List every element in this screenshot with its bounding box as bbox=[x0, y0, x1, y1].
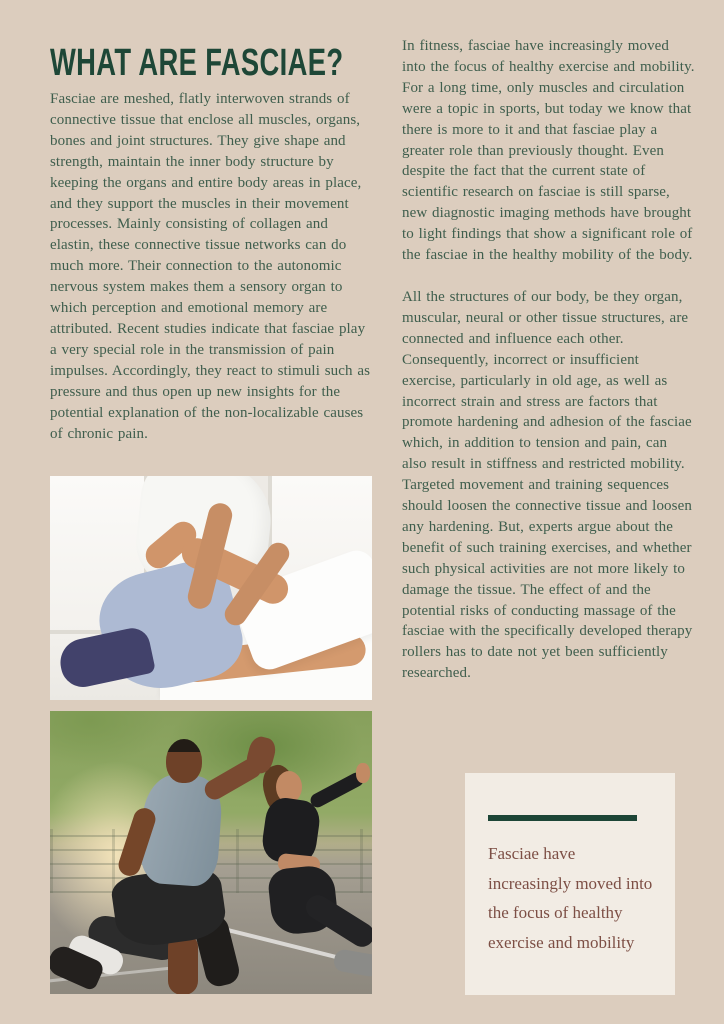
massage-photo bbox=[50, 476, 372, 700]
woman-hand bbox=[356, 763, 370, 783]
woman-shoe bbox=[332, 948, 372, 978]
structures-paragraph: All the structures of our body, be they organ, muscular, neural or other tissue structures, are connected and influence each other. Consequently, incorrect or insufficient exercise, particularly in old age, as well as incorrect strain and stress are factors that promote hardening and adhesion of the fasciae which, in addition to tension and pain, can also result in stiffness and restricted mobility. Targeted movement and training sequences should loosen the connective tissue and loosen any hardening. But, experts argue about the benefit of such training exercises, and whether such physical activities are not more likely to damage the tissue. The effect of and the potential risks of conducting massage of the fasciae with the specifically developed therapy rollers has to date not yet been sufficiently researched. bbox=[402, 288, 693, 682]
man-head bbox=[166, 739, 202, 783]
quote-box bbox=[465, 773, 675, 995]
fitness-paragraph: In fitness, fasciae have increasingly moved into the focus of healthy exercise and mobility. For a long time, only muscles and circulation were a topic in sports, but today we know that there is more to it and that fasciae play a greater role than previously thought. Even despite the fact that the current state of scientific research on fasciae is still sparse, new diagnostic imaging methods have brought to light findings that show a significant role of the fasciae in the healthy mobility of the body. bbox=[402, 38, 695, 264]
workout-photo bbox=[50, 711, 372, 994]
intro-paragraph: Fasciae are meshed, flatly interwoven strands of connective tissue that enclose all muscles, organs, bones and joint structures. They give shape and strength, maintain the inner body structure by keeping the organs and entire body areas in place, and they support the muscles in their movement processes. Mainly consisting of collagen and elastin, these connective tissue networks can do much more. Their connection to the autonomic nervous system makes them a sensory organ to which perception and emotional memory are attributed. Recent studies indicate that fasciae play a very special role in the transmission of pain impulses. Accordingly, they react to stimuli such as pressure and thus open up new insights for the potential explanation of the non-localizable causes of chronic pain. bbox=[50, 91, 371, 442]
quote-divider-rule bbox=[488, 815, 637, 821]
page-title: WHAT ARE FASCIAE? bbox=[50, 42, 344, 84]
right-column bbox=[402, 36, 695, 705]
quote-text: Fasciae have increasingly moved into the focus of healthy exercise and mobility bbox=[488, 844, 653, 952]
